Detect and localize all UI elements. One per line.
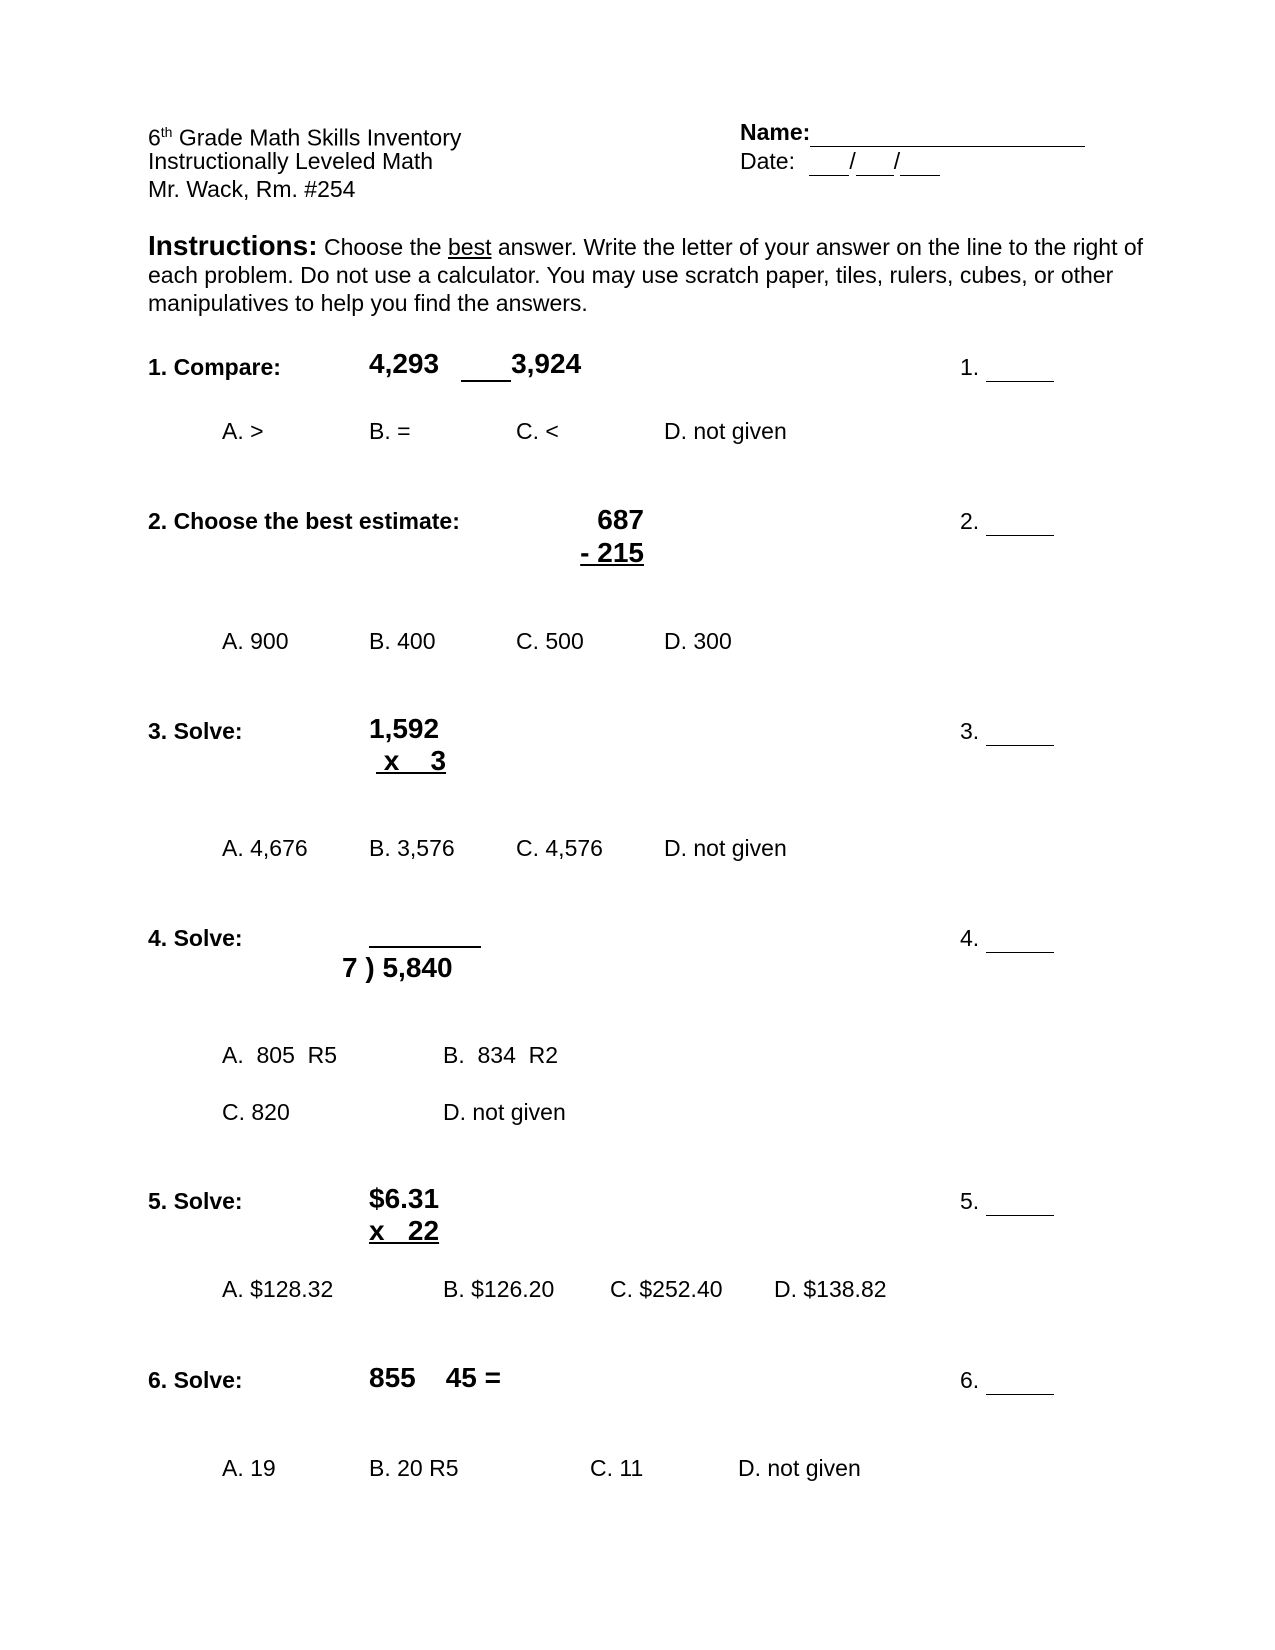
q6-divisor: 45 = [445,1362,501,1393]
answer-blank-3[interactable] [986,718,1054,746]
q5-option-c: C. $252.40 [610,1276,723,1302]
q3-option-d: D. not given [664,835,787,861]
q4-division-problem [342,952,453,984]
answer-line-3[interactable]: 3. [960,718,1054,746]
q4-option-d: D. not given [443,1099,566,1125]
answer-blank-2[interactable] [986,508,1054,536]
q6-problem [369,1362,501,1394]
q1-option-d: D. not given [664,418,787,444]
q2-option-b: B. 400 [369,628,436,654]
instructions-block: Instructions: Choose the best answer. Write the letter of your answer on the line to the right of each problem. Do not use a calculator. You may use scratch paper, tiles, rulers, cubes, or other manipulatives to help you find the answers. [148,230,1144,316]
answer-blank-1[interactable] [986,354,1054,382]
q2-option-a: A. 900 [222,628,289,654]
worksheet-title: 6th Grade Math Skills Inventory [148,124,462,151]
question-3-label: 3. Solve: [148,718,243,744]
q6-dividend: 855 [369,1362,416,1393]
instructions-title: Instructions: [148,230,318,261]
date-label: Date: [740,148,795,174]
answer-line-1[interactable]: 1. [960,354,1054,382]
division-bar [369,946,481,948]
title-superscript: th [160,124,173,140]
q4-option-c: C. 820 [222,1099,290,1125]
question-1-label: 1. Compare: [148,354,281,380]
teacher-info: Mr. Wack, Rm. #254 [148,176,356,202]
worksheet-subtitle: Instructionally Leveled Math [148,148,434,174]
q5-option-d: D. $138.82 [774,1276,887,1302]
q6-option-a: A. 19 [222,1455,276,1481]
name-label: Name: [740,119,811,145]
question-6-label: 6. Solve: [148,1367,243,1393]
q6-option-d: D. not given [738,1455,861,1481]
q1-option-a: A. > [222,418,264,444]
q5-bottom-number: x 22 [369,1215,440,1246]
q1-option-c: C. < [516,418,559,444]
answer-line-6[interactable]: 6. [960,1367,1054,1395]
question-2-label: 2. Choose the best estimate: [148,508,460,534]
question-5-label: 5. Solve: [148,1188,243,1214]
q5-option-b: B. $126.20 [443,1276,555,1302]
q4-option-a: A. 805 R5 [222,1042,338,1068]
q2-option-d: D. 300 [664,628,732,654]
q3-option-c: C. 4,576 [516,835,603,861]
date-month-blank[interactable] [809,147,849,176]
q5-top-number: $6.31 [369,1183,440,1214]
answer-blank-5[interactable] [986,1188,1054,1216]
date-field[interactable]: Date: / / [740,147,940,176]
q3-option-b: B. 3,576 [369,835,455,861]
compare-blank [461,348,511,382]
answer-blank-6[interactable] [986,1367,1054,1395]
question-4-label: 4. Solve: [148,925,243,951]
q5-option-a: A. $128.32 [222,1276,334,1302]
answer-line-2[interactable]: 2. [960,508,1054,536]
q4-dividend: 5,840 [382,952,453,983]
q3-bottom-number: x 3 [376,745,447,776]
q3-top-number: 1,592 [369,713,440,744]
instructions-emphasis: best [447,234,492,260]
answer-line-4[interactable]: 4. [960,925,1054,953]
q2-bottom-number: - 215 [580,537,644,568]
name-blank-line[interactable] [810,118,1085,147]
q1-option-b: B. = [369,418,411,444]
answer-line-5[interactable]: 5. [960,1188,1054,1216]
q6-option-b: B. 20 R5 [369,1455,459,1481]
date-year-blank[interactable] [900,147,940,176]
q3-option-a: A. 4,676 [222,835,308,861]
date-day-blank[interactable] [856,147,894,176]
q6-option-c: C. 11 [590,1455,644,1481]
q2-top-number: 687 [597,504,644,535]
q4-divisor: 7 ) [342,952,375,983]
q4-option-b: B. 834 R2 [443,1042,559,1068]
question-1-problem: 4,293 3,924 [369,348,581,382]
name-field[interactable] [740,118,1085,147]
answer-blank-4[interactable] [986,925,1054,953]
q2-option-c: C. 500 [516,628,584,654]
